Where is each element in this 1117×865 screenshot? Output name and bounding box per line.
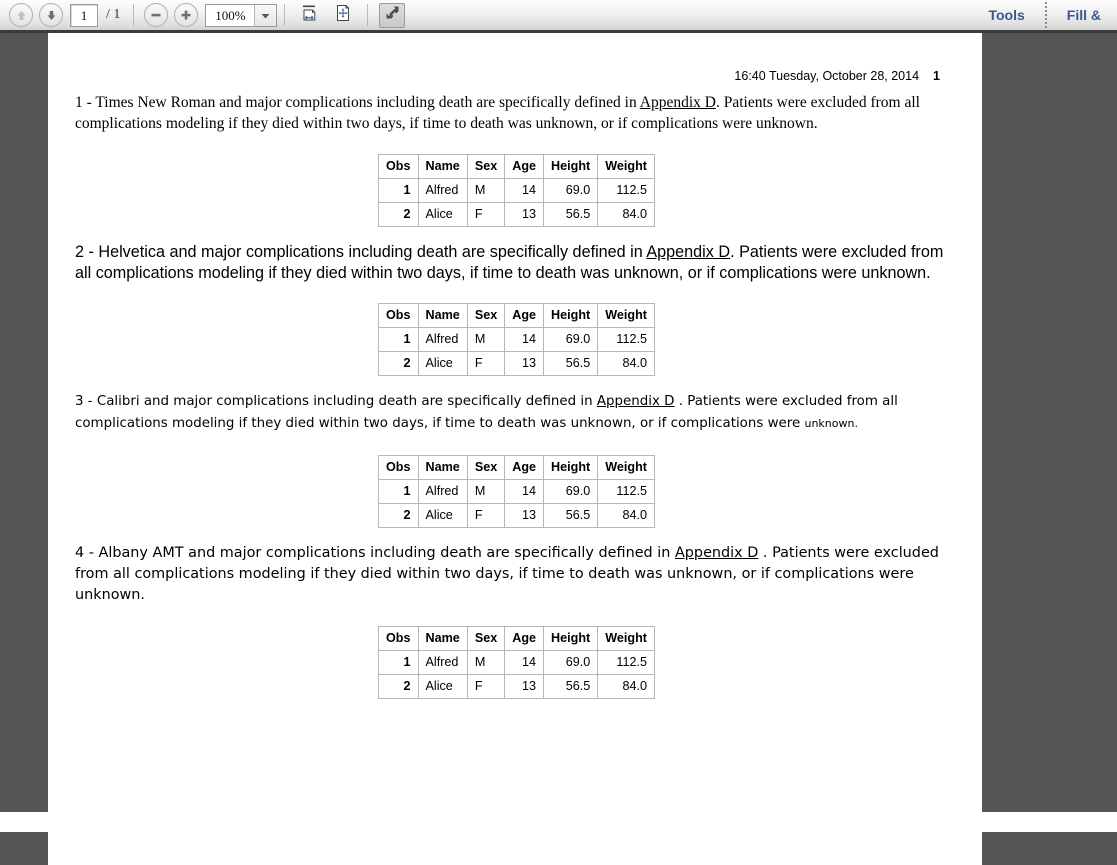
cell-sex: F [467,352,504,376]
cell-age: 14 [505,179,544,203]
paragraph-1-prefix: 1 - Times New Roman and major complications including death are specifically defined in [75,94,640,111]
tools-button[interactable]: Tools [988,7,1025,23]
zoom-dropdown-button[interactable] [254,5,276,26]
plus-circle-icon [179,8,193,22]
zoom-in-button[interactable] [174,3,198,27]
toolbar-divider-4 [1045,2,1047,28]
cell-age: 14 [505,328,544,352]
spacer-6 [75,528,958,543]
cell-weight: 84.0 [598,504,655,528]
table-row [379,480,655,504]
paragraph-2-prefix: 2 - Helvetica and major complications including death are specifically defined in [75,243,647,262]
table-row [379,328,655,352]
column-header-obs: Obs [379,304,419,328]
paragraph-1 [75,93,958,134]
column-header-name: Name [418,627,467,651]
cell-name: Alfred [418,480,467,504]
cell-height: 69.0 [544,480,598,504]
cell-sex: M [467,179,504,203]
column-header-weight: Weight [598,304,655,328]
zoom-out-button[interactable] [144,3,168,27]
paragraph-3-suffix: . Patients were excluded from all complications modeling if they died within two days, if time to death was unknown, or if complications were [75,394,898,431]
spacer-4 [75,376,958,391]
cell-obs: 2 [379,675,419,699]
cell-obs: 1 [379,328,419,352]
paragraph-3 [75,391,958,435]
cell-sex: F [467,504,504,528]
cell-weight: 112.5 [598,328,655,352]
column-header-obs: Obs [379,456,419,480]
paragraph-3-prefix: 3 - Calibri and major complications including death are specifically defined in [75,394,597,409]
toolbar-divider-3 [367,4,368,26]
cell-sex: F [467,203,504,227]
cell-obs: 1 [379,651,419,675]
header-page-number: 1 [933,69,940,83]
pdf-viewer-area[interactable] [0,33,1117,865]
column-header-name: Name [418,304,467,328]
cell-name: Alice [418,675,467,699]
paragraph-2 [75,242,958,283]
cell-sex: M [467,480,504,504]
cell-weight: 84.0 [598,352,655,376]
table-header-row [379,456,655,480]
header-timestamp: 16:40 Tuesday, October 28, 2014 [734,69,920,83]
document-header [734,69,940,83]
page-number-input[interactable]: 1 [70,4,98,27]
appendix-d-link-3[interactable]: Appendix D [596,394,675,409]
cell-height: 69.0 [544,328,598,352]
spacer-5 [75,435,958,455]
table-row [379,352,655,376]
spacer-2 [75,227,958,242]
arrow-down-icon [45,9,58,22]
cell-obs: 2 [379,203,419,227]
column-header-obs: Obs [379,627,419,651]
column-header-age: Age [505,456,544,480]
pdf-toolbar [0,0,1117,33]
cell-height: 56.5 [544,203,598,227]
data-table-block-2 [75,303,958,376]
table-row [379,179,655,203]
column-header-sex: Sex [467,155,504,179]
table-row [379,651,655,675]
fit-width-icon [299,3,319,28]
column-header-age: Age [505,155,544,179]
cell-height: 56.5 [544,675,598,699]
cell-obs: 2 [379,504,419,528]
page-total-label: / 1 [106,7,121,22]
cell-name: Alice [418,352,467,376]
data-table-block-1 [75,154,958,227]
pdf-page [48,33,982,865]
toolbar-divider-1 [133,4,134,26]
table-row [379,203,655,227]
toolbar-right-group [978,0,1111,30]
column-header-height: Height [544,627,598,651]
cell-sex: M [467,651,504,675]
column-header-height: Height [544,155,598,179]
spacer-1 [75,134,958,154]
table-header-row [379,304,655,328]
column-header-height: Height [544,304,598,328]
cell-sex: M [467,328,504,352]
appendix-d-link-1[interactable]: Appendix D [639,94,716,111]
cell-height: 69.0 [544,179,598,203]
cell-obs: 1 [379,480,419,504]
paragraph-3-tail: unknown. [804,417,858,430]
cell-age: 13 [505,352,544,376]
next-page-button[interactable] [39,3,63,27]
cell-sex: F [467,675,504,699]
cell-age: 13 [505,675,544,699]
minus-circle-icon [149,8,163,22]
cell-height: 56.5 [544,352,598,376]
chevron-down-icon [261,6,270,24]
toolbar-left-group [6,3,409,28]
table-row [379,504,655,528]
column-header-sex: Sex [467,627,504,651]
paragraph-2-suffix: . Patients were excluded from all complications modeling if they died within two days, if time to death was unknown, or if complications were unknown. [75,243,944,282]
data-table-2 [378,303,655,376]
paragraph-4-prefix: 4 - Albany AMT and major complications including death are specifically defined in [75,545,675,561]
cell-height: 56.5 [544,504,598,528]
fullscreen-button[interactable] [379,3,405,28]
column-header-weight: Weight [598,155,655,179]
cell-weight: 84.0 [598,203,655,227]
cell-name: Alice [418,504,467,528]
table-header-row [379,155,655,179]
column-header-weight: Weight [598,456,655,480]
data-table-3 [378,455,655,528]
cell-name: Alfred [418,328,467,352]
cell-height: 69.0 [544,651,598,675]
cell-obs: 1 [379,179,419,203]
previous-page-button[interactable] [9,3,33,27]
column-header-weight: Weight [598,627,655,651]
data-table-block-4 [75,626,958,699]
appendix-d-link-4[interactable]: Appendix D [674,545,759,561]
cell-age: 13 [505,504,544,528]
cell-age: 14 [505,651,544,675]
data-table-block-3 [75,455,958,528]
cell-weight: 112.5 [598,179,655,203]
fit-width-button[interactable] [296,3,322,28]
expand-arrows-icon [384,4,401,26]
fill-and-sign-button[interactable]: Fill & [1066,7,1101,23]
cell-age: 14 [505,480,544,504]
column-header-age: Age [505,627,544,651]
data-table-1 [378,154,655,227]
zoom-level-control[interactable] [205,4,277,27]
spacer-3 [75,283,958,303]
spacer-7 [75,606,958,626]
paragraph-4 [75,543,958,606]
column-header-sex: Sex [467,456,504,480]
table-header-row [379,627,655,651]
column-header-obs: Obs [379,155,419,179]
cell-obs: 2 [379,352,419,376]
cell-age: 13 [505,203,544,227]
data-table-4 [378,626,655,699]
cell-weight: 84.0 [598,675,655,699]
column-header-age: Age [505,304,544,328]
fit-page-icon [333,3,353,28]
cell-weight: 112.5 [598,480,655,504]
arrow-up-icon [15,9,28,22]
toolbar-divider-2 [284,4,285,26]
column-header-height: Height [544,456,598,480]
cell-name: Alfred [418,651,467,675]
zoom-level-value[interactable]: 100% [215,7,246,23]
column-header-sex: Sex [467,304,504,328]
paragraph-4-suffix: . Patients were excluded from all complications modeling if they died within two days, if time to death was unknown, or if complications were unknown. [75,545,939,603]
page-bottom-overflow [0,812,1117,832]
paragraph-1-suffix: . Patients were excluded from all complications modeling if they died within two days, if time to death was unknown, or if complications were unknown. [75,94,920,132]
cell-name: Alice [418,203,467,227]
appendix-d-link-2[interactable]: Appendix D [646,243,731,262]
cell-name: Alfred [418,179,467,203]
table-row [379,675,655,699]
fit-page-button[interactable] [330,3,356,28]
column-header-name: Name [418,155,467,179]
document-body [75,93,958,699]
column-header-name: Name [418,456,467,480]
cell-weight: 112.5 [598,651,655,675]
